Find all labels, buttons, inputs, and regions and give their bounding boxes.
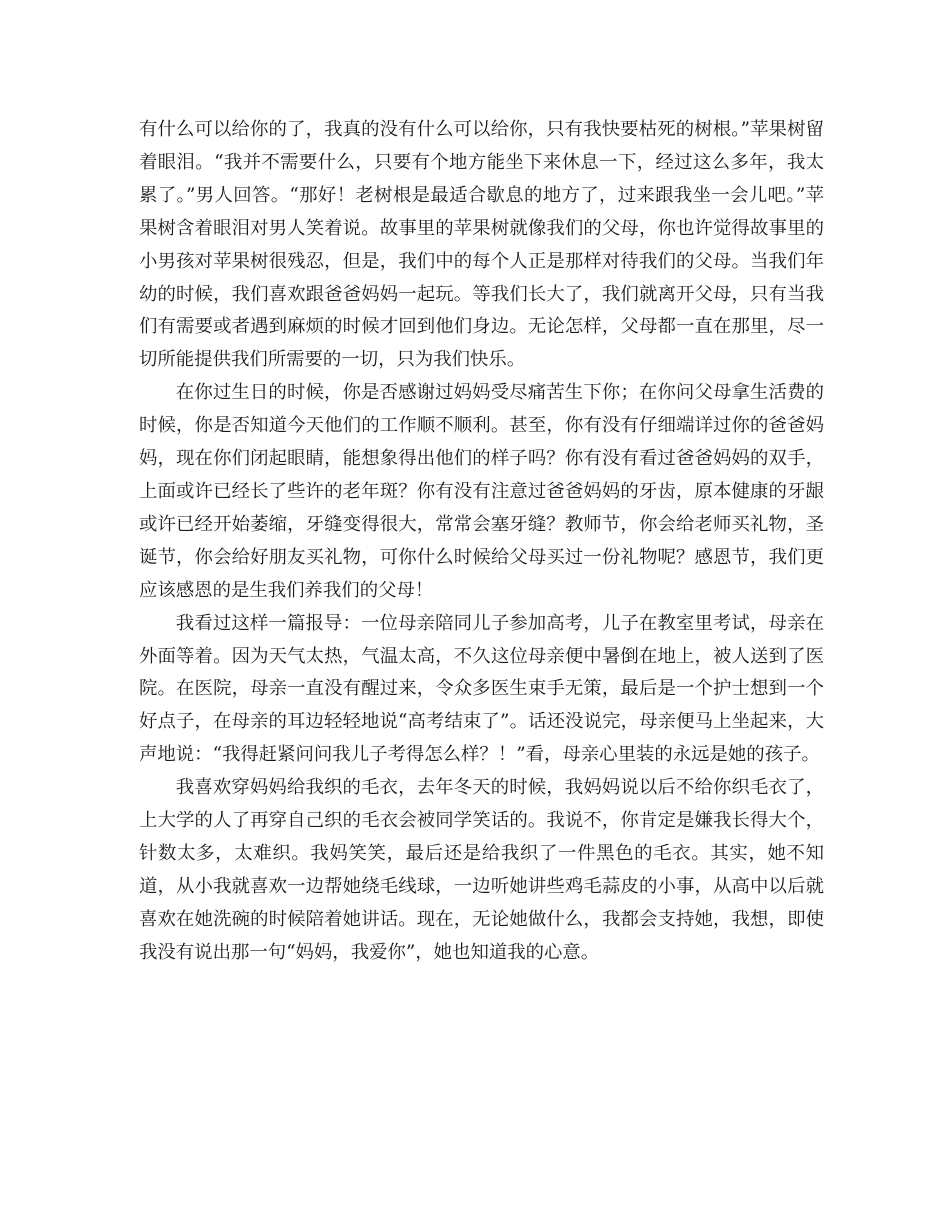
- paragraph-exam-story: 我看过这样一篇报导：一位母亲陪同儿子参加高考，儿子在教室里考试，母亲在外面等着。因为天气太热，气温太高，不久这位母亲便中暑倒在地上，被人送到了医院。在医院，母亲一直没有醒过来，令众多医生束手无策，最后是一个护士想到一个好点子，在母亲的耳边轻轻地说“高考结束了”。话还没说完，母亲便马上坐起来，大声地说：“我得赶紧问问我儿子考得怎么样？！”看，母亲心里装的永远是她的孩子。: [139, 612, 824, 766]
- paragraph-continuation: 有什么可以给你的了，我真的没有什么可以给你，只有我快要枯死的树根。”苹果树留着眼泪。“我并不需要什么，只要有个地方能坐下来休息一下，经过这么多年，我太累了。”男人回答。“那好！老树根是最适合歇息的地方了，过来跟我坐一会儿吧。”苹果树含着眼泪对男人笑着说。故事里的苹果树就像我们的父母，你也许觉得故事里的小男孩对苹果树很残忍，但是，我们中的每个人正是那样对待我们的父母。当我们年幼的时候，我们喜欢跟爸爸妈妈一起玩。等我们长大了，我们就离开父母，只有当我们有需要或者遇到麻烦的时候才回到他们身边。无论怎样，父母都一直在那里，尽一切所能提供我们所需要的一切，只为我们快乐。: [139, 119, 824, 371]
- paragraph-sweater-story: 我喜欢穿妈妈给我织的毛衣，去年冬天的时候，我妈妈说以后不给你织毛衣了，上大学的人了再穿自己织的毛衣会被同学笑话的。我说不，你肯定是嫌我长得大个，针数太多，太难织。我妈笑笑，最后还是给我织了一件黑色的毛衣。其实，她不知道，从小我就喜欢一边帮她绕毛线球，一边听她讲些鸡毛蒜皮的小事，从高中以后就喜欢在她洗碗的时候陪着她讲话。现在，无论她做什么，我都会支持她，我想，即使我没有说出那一句“妈妈，我爱你”，她也知道我的心意。: [139, 777, 824, 963]
- paragraph-birthday-gratitude: 在你过生日的时候，你是否感谢过妈妈受尽痛苦生下你；在你问父母拿生活费的时候，你是否知道今天他们的工作顺不顺利。甚至，你有没有仔细端详过你的爸爸妈妈，现在你们闭起眼睛，能想象得出他们的样子吗？你有没有看过爸爸妈妈的双手，上面或许已经长了些许的老年斑？你有没有注意过爸爸妈妈的牙齿，原本健康的牙龈或许已经开始萎缩，牙缝变得很大，常常会塞牙缝？教师节，你会给老师买礼物，圣诞节，你会给好朋友买礼物，可你什么时候给父母买过一份礼物呢？感恩节，我们更应该感恩的是生我们养我们的父母！: [139, 382, 824, 601]
- document-body: [139, 114, 824, 970]
